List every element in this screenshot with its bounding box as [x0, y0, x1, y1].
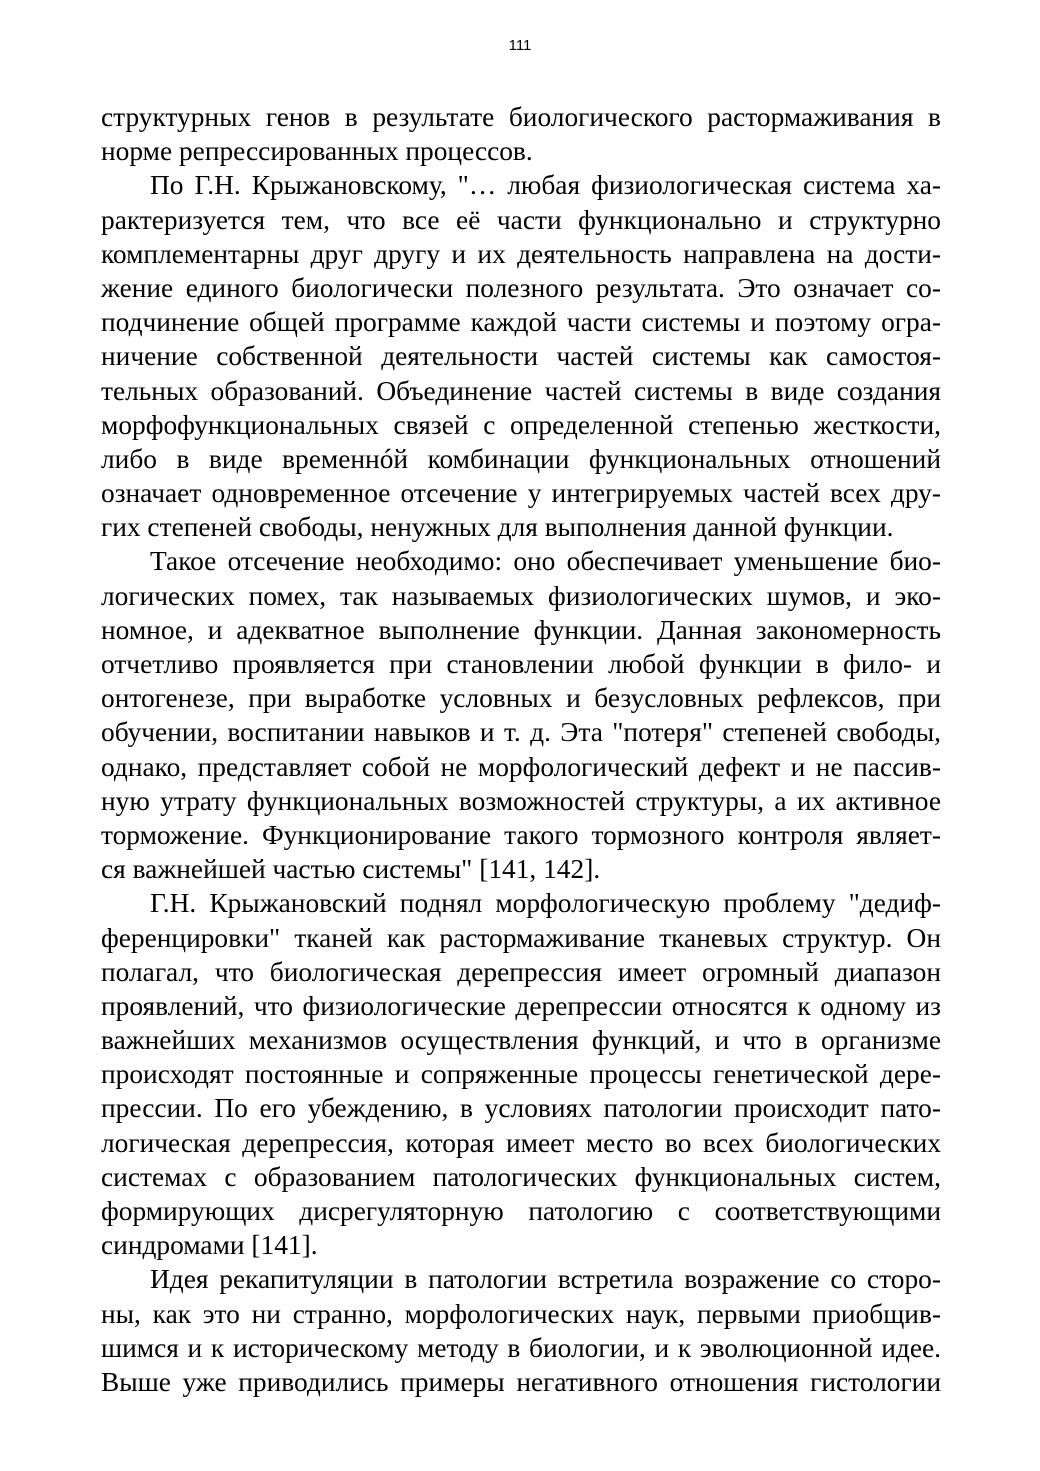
text-line: Идея рекапитуляции в патологии встретила возражение со сторо- — [150, 1264, 941, 1295]
text-line: По Г.Н. Крыжановскому, "… любая физиологическая система ха- — [150, 170, 941, 201]
text-line: формирующих дисрегуляторную патологию с соответствующими — [101, 1196, 941, 1226]
paragraph — [101, 100, 941, 168]
text-line: торможение. Функционирование такого тормозного контроля являет- — [101, 819, 941, 850]
text-line: норме репрессированных процессов. — [101, 136, 533, 167]
paragraph — [101, 1262, 941, 1399]
text-line: жение единого биологически полезного результата. Это означает со- — [101, 272, 941, 303]
text-line: ничение собственной деятельности частей системы как самостоя- — [101, 341, 941, 372]
text-line: Такое отсечение необходимо: оно обеспечивает уменьшение био- — [150, 546, 941, 577]
text-line: важнейших механизмов осуществления функций, и что в организме — [101, 1025, 941, 1056]
text-line: логических помех, так называемых физиологических шумов, и эко- — [101, 580, 941, 611]
text-line: онтогенезе, при выработке условных и безусловных рефлексов, при — [101, 683, 941, 714]
text-line: обучении, воспитании навыков и т. д. Эта "потеря" степеней свободы, — [101, 717, 941, 748]
text-line: прессии. По его убеждению, в условиях патологии происходит пато- — [101, 1093, 941, 1124]
text-line: структурных генов в результате биологического растормаживания в — [101, 102, 941, 132]
text-line: либо в виде временнóй комбинации функциональных отношений — [101, 443, 941, 474]
text-line: системах с образованием патологических функциональных систем, — [101, 1161, 941, 1192]
text-line: морфофункциональных связей с определенной степенью жесткости, — [101, 409, 941, 440]
text-line: отчетливо проявляется при становлении любой функции в фило- и — [101, 649, 941, 679]
text-line: проявлений, что физиологические дерепрессии относятся к одному из — [101, 990, 941, 1021]
text-line: шимся и к историческому методу в биологии, и к эволюционной идее. — [101, 1332, 941, 1363]
text-line: ны, как это ни странно, морфологических наук, первыми приобщив- — [101, 1298, 941, 1329]
text-line: полагал, что биологическая дерепрессия имеет огромный диапазон — [101, 956, 941, 987]
paragraph — [101, 886, 941, 1262]
text-line: однако, представляет собой не морфологический дефект и не пассив- — [101, 751, 941, 782]
text-line: номное, и адекватное выполнение функции. Данная закономерность — [101, 614, 941, 645]
paragraph — [101, 544, 941, 886]
text-line: тельных образований. Объединение частей системы в виде создания — [101, 375, 941, 406]
text-line: подчинение общей программе каждой части системы и поэтому огра- — [101, 307, 941, 338]
text-line: ся важнейшей частью системы" [141, 142]. — [101, 854, 601, 885]
text-line: Выше уже приводились примеры негативного отношения гистологии — [101, 1366, 941, 1397]
paragraph — [101, 168, 941, 544]
text-line: комплементарны друг другу и их деятельность направлена на дости- — [101, 238, 941, 269]
text-line: происходят постоянные и сопряженные процессы генетической дере- — [101, 1059, 941, 1090]
text-line: синдромами [141]. — [101, 1230, 318, 1261]
text-line: логическая дерепрессия, которая имеет место во всех биологических — [101, 1127, 941, 1158]
text-line: ную утрату функциональных возможностей структуры, а их активное — [101, 785, 941, 816]
body-text — [101, 100, 941, 1399]
page-number: 111 — [508, 37, 532, 54]
text-line: рактеризуется тем, что все её части функционально и структурно — [101, 204, 941, 235]
text-line: означает одновременное отсечение у интегрируемых частей всех дру- — [101, 478, 941, 509]
text-line: гих степеней свободы, ненужных для выполнения данной функции. — [101, 512, 894, 543]
text-line: ференцировки" тканей как растормаживание тканевых структур. Он — [101, 922, 941, 953]
text-line: Г.Н. Крыжановский поднял морфологическую проблему "дедиф- — [150, 888, 941, 919]
